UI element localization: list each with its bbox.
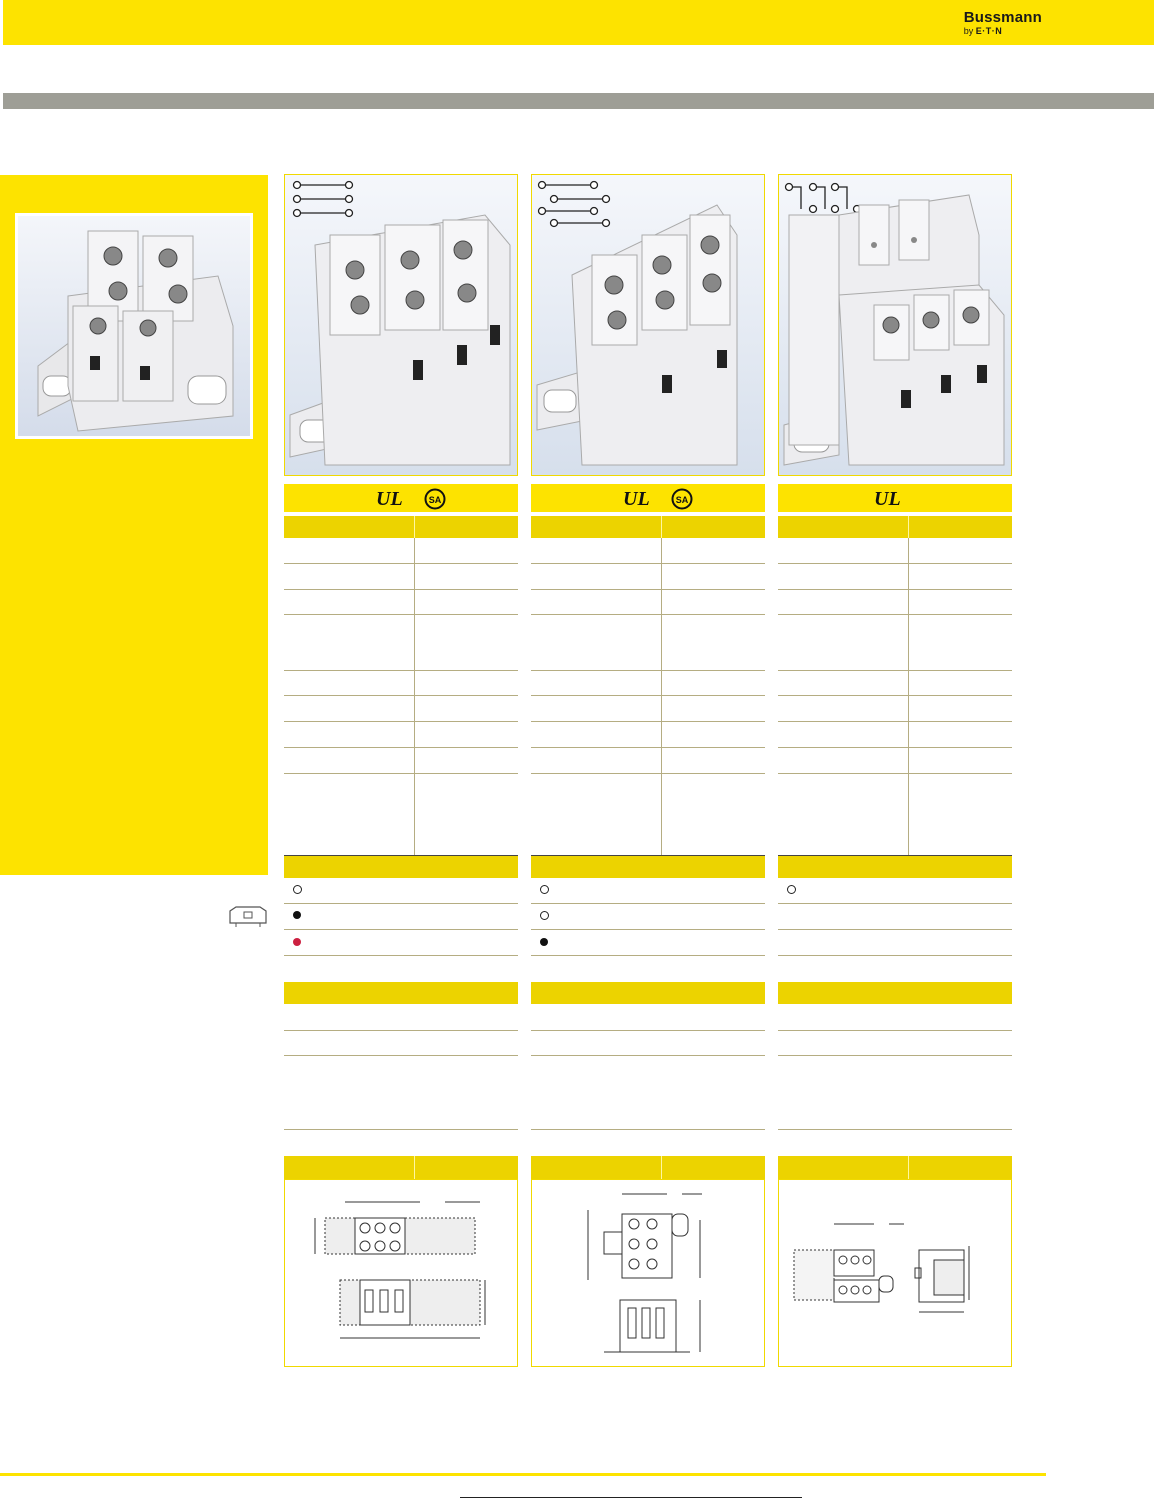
ul-mark-icon: UL (623, 488, 650, 510)
circuit-symbol-icon (786, 184, 861, 213)
product-photo-3 (778, 174, 1012, 476)
spec-header (284, 516, 518, 538)
circuit-symbol-icon (294, 182, 353, 217)
brand-by-text: by (963, 26, 974, 36)
option-indicator-black (540, 938, 548, 946)
options-header (284, 856, 518, 878)
footer-accent-line (0, 1473, 1046, 1476)
option-indicator-red (293, 938, 301, 946)
ordering-header (284, 982, 518, 1004)
dimension-drawing-3 (778, 1179, 1012, 1367)
circuit-symbol-icon (539, 182, 610, 227)
spec-header (531, 516, 765, 538)
product-photo-1 (284, 174, 518, 476)
brand-logo (964, 10, 1042, 37)
side-product-photo (15, 213, 253, 439)
dimension-drawing-1 (284, 1179, 518, 1367)
brand-name: Bussmann (963, 9, 1042, 26)
svg-text:SA: SA (428, 495, 442, 505)
option-indicator-open (540, 885, 549, 894)
dimensions-header (778, 1156, 1012, 1179)
option-indicator-black (293, 911, 301, 919)
csa-mark-icon (424, 488, 446, 510)
dimensions-header (284, 1156, 518, 1179)
dimension-drawing-2 (531, 1179, 765, 1367)
ordering-header (778, 982, 1012, 1004)
dimensions-header (531, 1156, 765, 1179)
section-band (3, 93, 1154, 109)
certification-bar (778, 484, 1012, 512)
ordering-header (531, 982, 765, 1004)
options-header (531, 856, 765, 878)
options-header (778, 856, 1012, 878)
footer-rule (460, 1497, 802, 1498)
option-indicator-open (540, 911, 549, 920)
ul-mark-icon: UL (874, 488, 901, 510)
connector-outline-icon (226, 903, 270, 934)
ul-mark-icon: UL (376, 488, 403, 510)
product-photo-2 (531, 174, 765, 476)
brand-parent: E·T·N (975, 26, 1003, 36)
certification-bar (531, 484, 765, 512)
svg-text:SA: SA (675, 495, 689, 505)
certification-bar (284, 484, 518, 512)
csa-mark-icon (671, 488, 693, 510)
option-indicator-open (293, 885, 302, 894)
option-indicator-open (787, 885, 796, 894)
power-block-image (18, 216, 250, 436)
spec-header (778, 516, 1012, 538)
brand-byline (964, 26, 1042, 37)
